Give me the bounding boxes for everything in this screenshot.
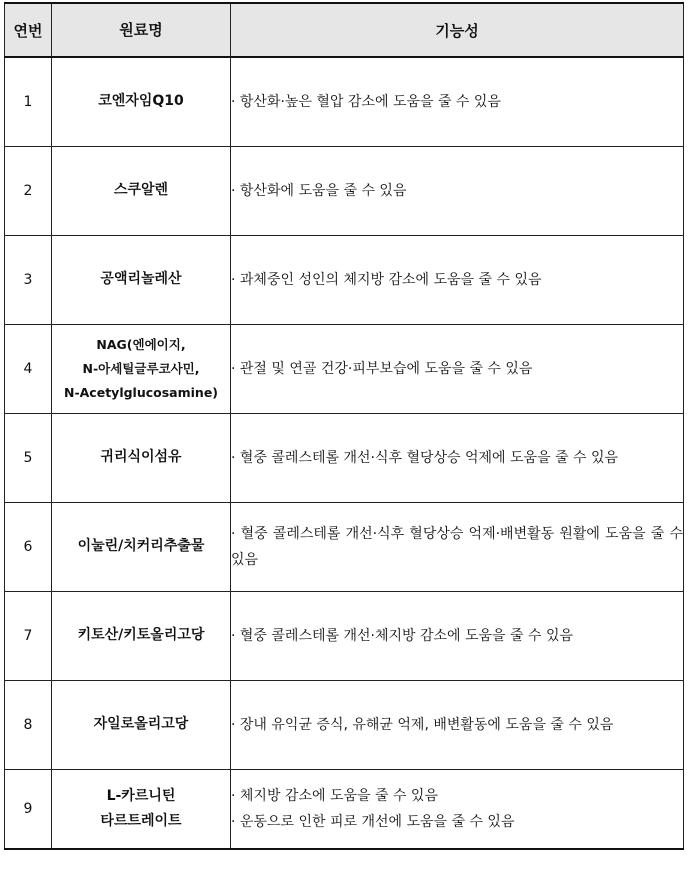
- table-row: [5, 235, 684, 324]
- row-number: 1: [5, 57, 52, 146]
- ingredient-name-line: 공액리놀레산: [100, 271, 182, 287]
- ingredient-name-line: 이눌린/치커리추출물: [77, 538, 205, 554]
- row-number: 5: [5, 413, 52, 502]
- table-row: [5, 324, 684, 413]
- header-name: 원료명: [52, 3, 231, 57]
- ingredient-name-line: NAG(엔에이지,: [96, 336, 186, 352]
- function-item: · 혈중 콜레스테롤 개선·식후 혈당상승 억제·배변활동 원활에 도움을 줄 수 있음: [231, 525, 683, 568]
- function-item: · 혈중 콜레스테롤 개선·체지방 감소에 도움을 줄 수 있음: [231, 627, 574, 644]
- function-item: · 항산화에 도움을 줄 수 있음: [231, 182, 407, 199]
- ingredient-name-line: N-아세틸글루코사민,: [82, 360, 200, 376]
- function-description: [231, 146, 684, 235]
- row-number: 8: [5, 680, 52, 769]
- function-item: · 과체중인 성인의 체지방 감소에 도움을 줄 수 있음: [231, 271, 542, 288]
- function-description: [231, 591, 684, 680]
- ingredient-name-line: 스쿠알렌: [113, 182, 169, 198]
- row-number: 9: [5, 769, 52, 849]
- ingredient-name: [52, 324, 231, 413]
- ingredient-name-line: L-카르니틴: [106, 787, 176, 804]
- ingredient-name-line: 코엔자임Q10: [98, 93, 184, 110]
- ingredient-name: [52, 235, 231, 324]
- ingredient-table: [4, 2, 684, 850]
- ingredient-name: [52, 591, 231, 680]
- header-row: [5, 3, 684, 57]
- row-number: 7: [5, 591, 52, 680]
- row-number: 6: [5, 502, 52, 591]
- ingredient-name: [52, 57, 231, 146]
- row-number: 2: [5, 146, 52, 235]
- ingredient-name-line: 키토산/키토올리고당: [77, 627, 205, 643]
- function-item: · 항산화·높은 혈압 감소에 도움을 줄 수 있음: [231, 93, 501, 110]
- header-function: 기능성: [231, 3, 684, 57]
- row-number: 3: [5, 235, 52, 324]
- ingredient-name-line: N-Acetylglucosamine): [63, 384, 219, 400]
- function-item: · 관절 및 연골 건강·피부보습에 도움을 줄 수 있음: [231, 360, 533, 377]
- ingredient-name: [52, 146, 231, 235]
- header-no: 연번: [5, 3, 52, 57]
- table-row: [5, 502, 684, 591]
- ingredient-name-line: 귀리식이섬유: [100, 449, 182, 465]
- ingredient-name-line: 자일로올리고당: [93, 716, 189, 732]
- ingredient-name-line: 타르트레이트: [100, 812, 182, 829]
- function-description: [231, 680, 684, 769]
- function-description: [231, 324, 684, 413]
- ingredient-name: [52, 413, 231, 502]
- ingredient-name: [52, 680, 231, 769]
- function-description: [231, 57, 684, 146]
- function-item: · 체지방 감소에 도움을 줄 수 있음: [231, 787, 438, 804]
- table-row: [5, 591, 684, 680]
- function-description: [231, 502, 684, 591]
- function-description: [231, 413, 684, 502]
- table-row: [5, 680, 684, 769]
- function-item: · 혈중 콜레스테롤 개선·식후 혈당상승 억제에 도움을 줄 수 있음: [231, 449, 619, 466]
- function-description: [231, 235, 684, 324]
- function-description: [231, 769, 684, 849]
- table-row: [5, 146, 684, 235]
- ingredient-name: [52, 769, 231, 849]
- function-item: · 운동으로 인한 피로 개선에 도움을 줄 수 있음: [231, 813, 515, 830]
- row-number: 4: [5, 324, 52, 413]
- table-row: [5, 413, 684, 502]
- function-item: · 장내 유익균 증식, 유해균 억제, 배변활동에 도움을 줄 수 있음: [231, 716, 614, 733]
- table-row: [5, 57, 684, 146]
- ingredient-name: [52, 502, 231, 591]
- table-row: [5, 769, 684, 849]
